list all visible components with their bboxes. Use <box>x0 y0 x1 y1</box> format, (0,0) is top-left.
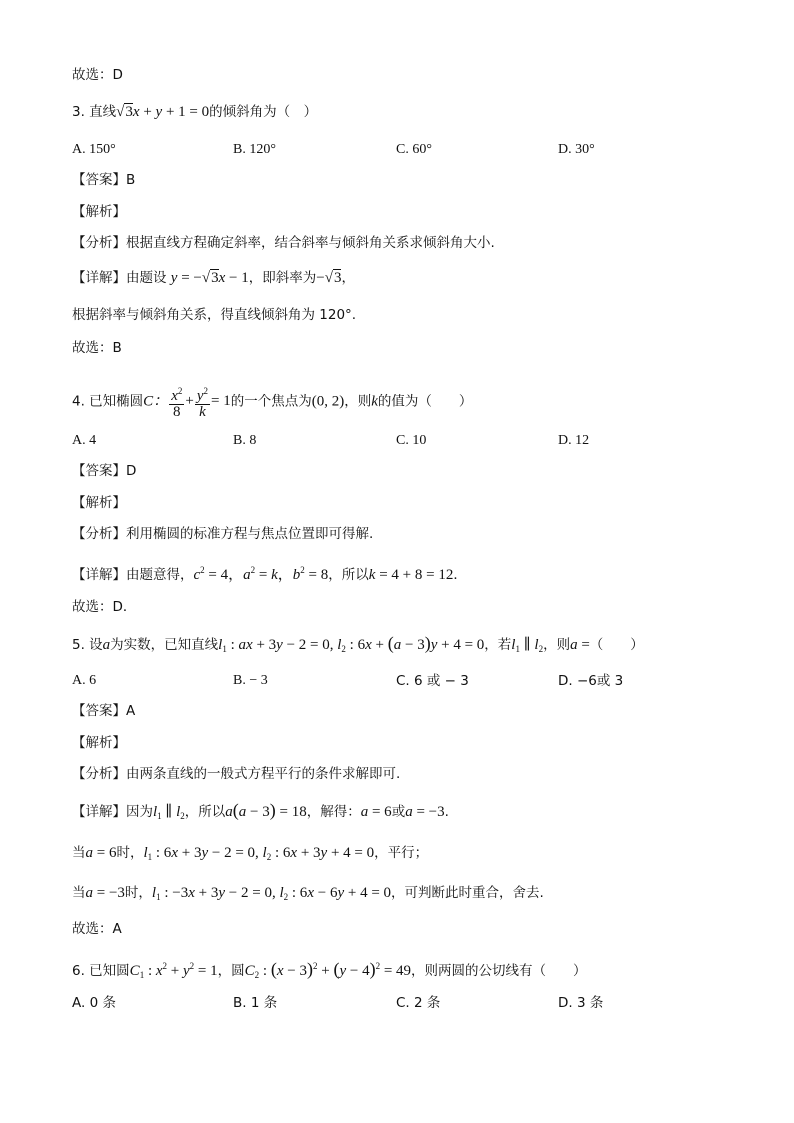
q3-fenxi: 【分析】根据直线方程确定斜率，结合斜率与倾斜角关系求倾斜角大小. <box>72 235 495 251</box>
q6-option-a: A. 0 条 <box>72 995 116 1011</box>
q4-fenxi: 【分析】利用椭圆的标准方程与焦点位置即可得解. <box>72 526 374 542</box>
q4-answer: 【答案】D <box>72 463 137 479</box>
q6-option-c: C. 2 条 <box>396 995 441 1011</box>
q4-option-c: C. 10 <box>396 433 427 448</box>
q5-answer: 【答案】A <box>72 703 136 719</box>
q6-option-b: B. 1 条 <box>233 995 278 1011</box>
q6-stem: 6. 已知圆$C_1$ : $x^2 + y^2 = 1$，圆$C_2$ : $(x - 3)^2 + (y - 4)^2 = 49$，则两圆的公切线有（ ） <box>72 959 587 980</box>
q3-final: 故选：B <box>72 340 122 356</box>
q6-option-d: D. 3 条 <box>558 995 604 1011</box>
q3-xiangjie-2: 根据斜率与倾斜角关系，得直线倾斜角为 120°. <box>72 307 357 323</box>
q5-fenxi: 【分析】由两条直线的一般式方程平行的条件求解即可. <box>72 766 401 782</box>
q3-answer: 【答案】B <box>72 172 136 188</box>
q5-final: 故选：A <box>72 921 122 937</box>
q3-equation: √3x + y + 1 = 0 <box>116 104 210 120</box>
q3-option-c: C. 60° <box>396 142 432 157</box>
q3-option-d: D. 30° <box>558 142 595 157</box>
q5-option-c: C. 6 或 − 3 <box>396 673 469 689</box>
q5-stem: 5. 设a为实数，已知直线$l_1$ : ax + 3y − 2 = 0, $l_2$ : 6x + (a − 3)y + 4 = 0，若$l_1$ ∥ $l_2$，则a =（ ） <box>72 633 644 654</box>
q3-xiangjie: 【详解】由题设 y = −√3x − 1，即斜率为−√3， <box>72 270 355 286</box>
q4-stem: 4. 已知椭圆C： $\frac{x^2}{8}$ + $\frac{y^2}{k}$ = 1的一个焦点为(0, 2)，则k的值为（ ） <box>72 386 473 420</box>
q3-option-b: B. 120° <box>233 142 276 157</box>
q3-analysis-label: 【解析】 <box>72 204 126 220</box>
q5-lines-equation: $l_1$ : ax + 3y − 2 = 0, $l_2$ : 6x + (a − 3)y + 4 = 0 <box>218 633 485 654</box>
q4-option-a: A. 4 <box>72 433 97 448</box>
q5-option-d: D. −6或 3 <box>558 673 624 689</box>
q4-analysis-label: 【解析】 <box>72 495 126 511</box>
q5-option-b: B. − 3 <box>233 673 268 688</box>
q4-ellipse-equation: $\frac{x^2}{8}$ + $\frac{y^2}{k}$ = 1 <box>171 386 231 420</box>
q3-option-a: A. 150° <box>72 142 116 157</box>
q4-xiangjie: 【详解】由题意得，$c^2 = 4$，$a^2 = k$，$b^2 = 8$，所以k = 4 + 8 = 12． <box>72 565 467 583</box>
q3-stem: 3. 直线√3x + y + 1 = 0的倾斜角为（ ） <box>72 104 318 120</box>
q5-case-2: 当a = −3时，$l_1$ : −3x + 3y − 2 = 0, $l_2$ : 6x − 6y + 4 = 0，可判断此时重合，舍去. <box>72 885 544 902</box>
q4-option-b: B. 8 <box>233 433 257 448</box>
q5-case-1: 当a = 6时，$l_1$ : 6x + 3y − 2 = 0, $l_2$ : 6x + 3y + 4 = 0，平行； <box>72 845 429 862</box>
q4-final: 故选：D． <box>72 599 137 615</box>
q5-xiangjie: 【详解】因为$l_1$ ∥ $l_2$，所以a(a − 3) = 18，解得：a = 6或a = −3. <box>72 800 449 821</box>
q2-final-answer: 故选：D <box>72 67 123 83</box>
q4-option-d: D. 12 <box>558 433 590 448</box>
q5-analysis-label: 【解析】 <box>72 735 126 751</box>
q5-option-a: A. 6 <box>72 673 97 688</box>
